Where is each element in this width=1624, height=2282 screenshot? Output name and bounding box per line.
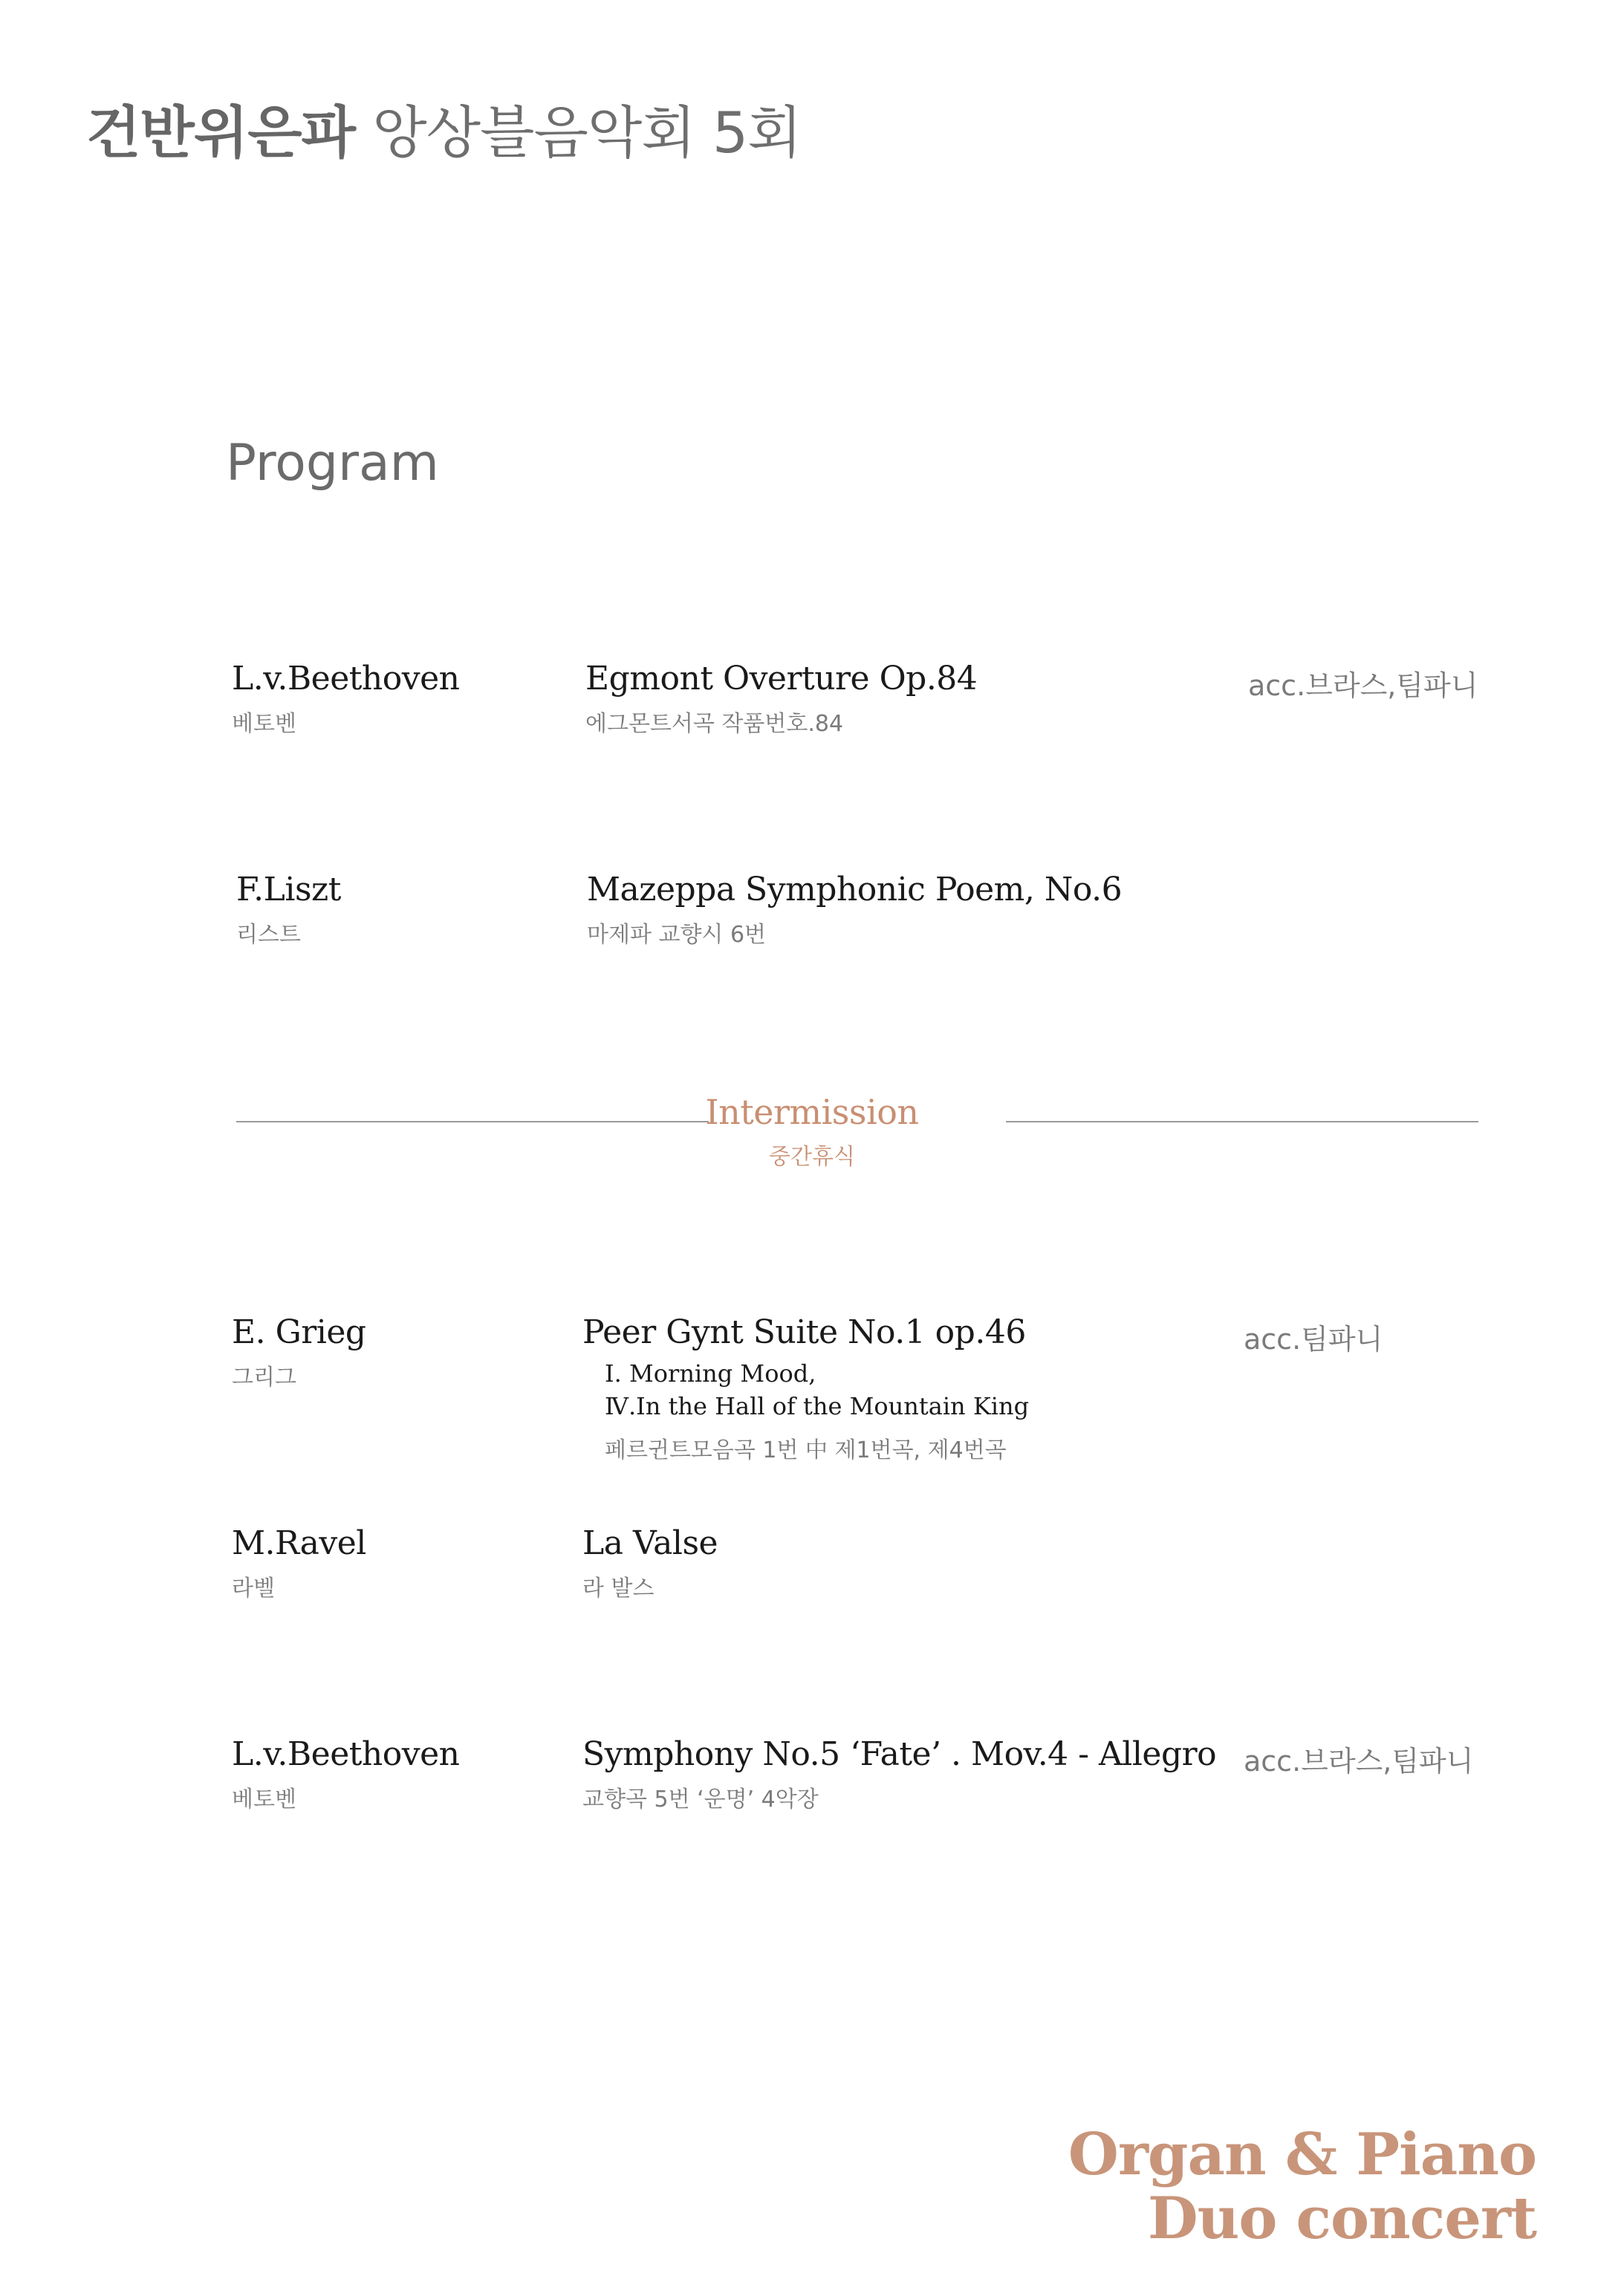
composer-name: L.v.Beethoven bbox=[232, 660, 460, 698]
work-title-ko: 마제파 교향시 6번 bbox=[587, 922, 767, 948]
work-title-ko: 에그몬트서곡 작품번호.84 bbox=[585, 711, 844, 737]
accompaniment-5: acc.브라스,팀파니 bbox=[1244, 1745, 1474, 1778]
work-title: Peer Gynt Suite No.1 op.46 bbox=[582, 1313, 1026, 1351]
accompaniment-3: acc.팀파니 bbox=[1244, 1323, 1383, 1356]
work-title: Symphony No.5 ‘Fate’ . Mov.4 - Allegro bbox=[582, 1735, 1217, 1773]
composer-name: F.Liszt bbox=[236, 871, 341, 908]
composer-4 bbox=[232, 1524, 366, 1602]
composer-2 bbox=[236, 871, 341, 949]
composer-name-ko: 베토벤 bbox=[232, 1787, 296, 1813]
work-2 bbox=[587, 871, 1122, 949]
composer-1 bbox=[232, 660, 459, 738]
program-heading: Program bbox=[226, 434, 439, 493]
work-5 bbox=[582, 1735, 1216, 1813]
footer-line-2: Duo concert bbox=[1147, 2185, 1536, 2252]
intermission-label: Intermission bbox=[705, 1092, 919, 1132]
title-ensemble: 건반위은파 bbox=[86, 100, 356, 166]
composer-name: M.Ravel bbox=[232, 1524, 366, 1562]
work-title-ko: 라 발스 bbox=[582, 1576, 655, 1602]
footer-line-1: Organ & Piano bbox=[1068, 2121, 1536, 2188]
composer-name: L.v.Beethoven bbox=[232, 1735, 460, 1773]
page-title bbox=[86, 88, 802, 169]
movement-4: Ⅳ.In the Hall of the Mountain King bbox=[605, 1392, 1030, 1420]
intermission-label-ko: 중간휴식 bbox=[769, 1144, 855, 1170]
intermission bbox=[0, 1092, 1624, 1171]
footer-title bbox=[1068, 2123, 1536, 2251]
composer-3 bbox=[232, 1313, 366, 1391]
work-title-ko: 교향곡 5번 ‘운명’ 4악장 bbox=[582, 1787, 819, 1813]
composer-name: E. Grieg bbox=[232, 1313, 366, 1351]
movement-1: I. Morning Mood, bbox=[605, 1359, 816, 1388]
work-1 bbox=[585, 660, 977, 738]
work-4 bbox=[582, 1524, 718, 1602]
work-title: Egmont Overture Op.84 bbox=[585, 660, 978, 698]
composer-name-ko: 그리그 bbox=[232, 1365, 296, 1391]
work-title: La Valse bbox=[582, 1524, 718, 1562]
composer-name-ko: 베토벤 bbox=[232, 711, 296, 737]
work-3 bbox=[582, 1313, 1029, 1464]
composer-name-ko: 라벨 bbox=[232, 1576, 275, 1602]
work-title: Mazeppa Symphonic Poem, No.6 bbox=[587, 871, 1123, 908]
title-concert: 앙상블음악회 5회 bbox=[372, 100, 802, 166]
composer-5 bbox=[232, 1735, 459, 1813]
accompaniment-1: acc.브라스,팀파니 bbox=[1248, 669, 1478, 702]
composer-name-ko: 리스트 bbox=[236, 922, 301, 948]
work-title-ko: 페르귄트모음곡 1번 中 제1번곡, 제4번곡 bbox=[605, 1437, 1007, 1463]
